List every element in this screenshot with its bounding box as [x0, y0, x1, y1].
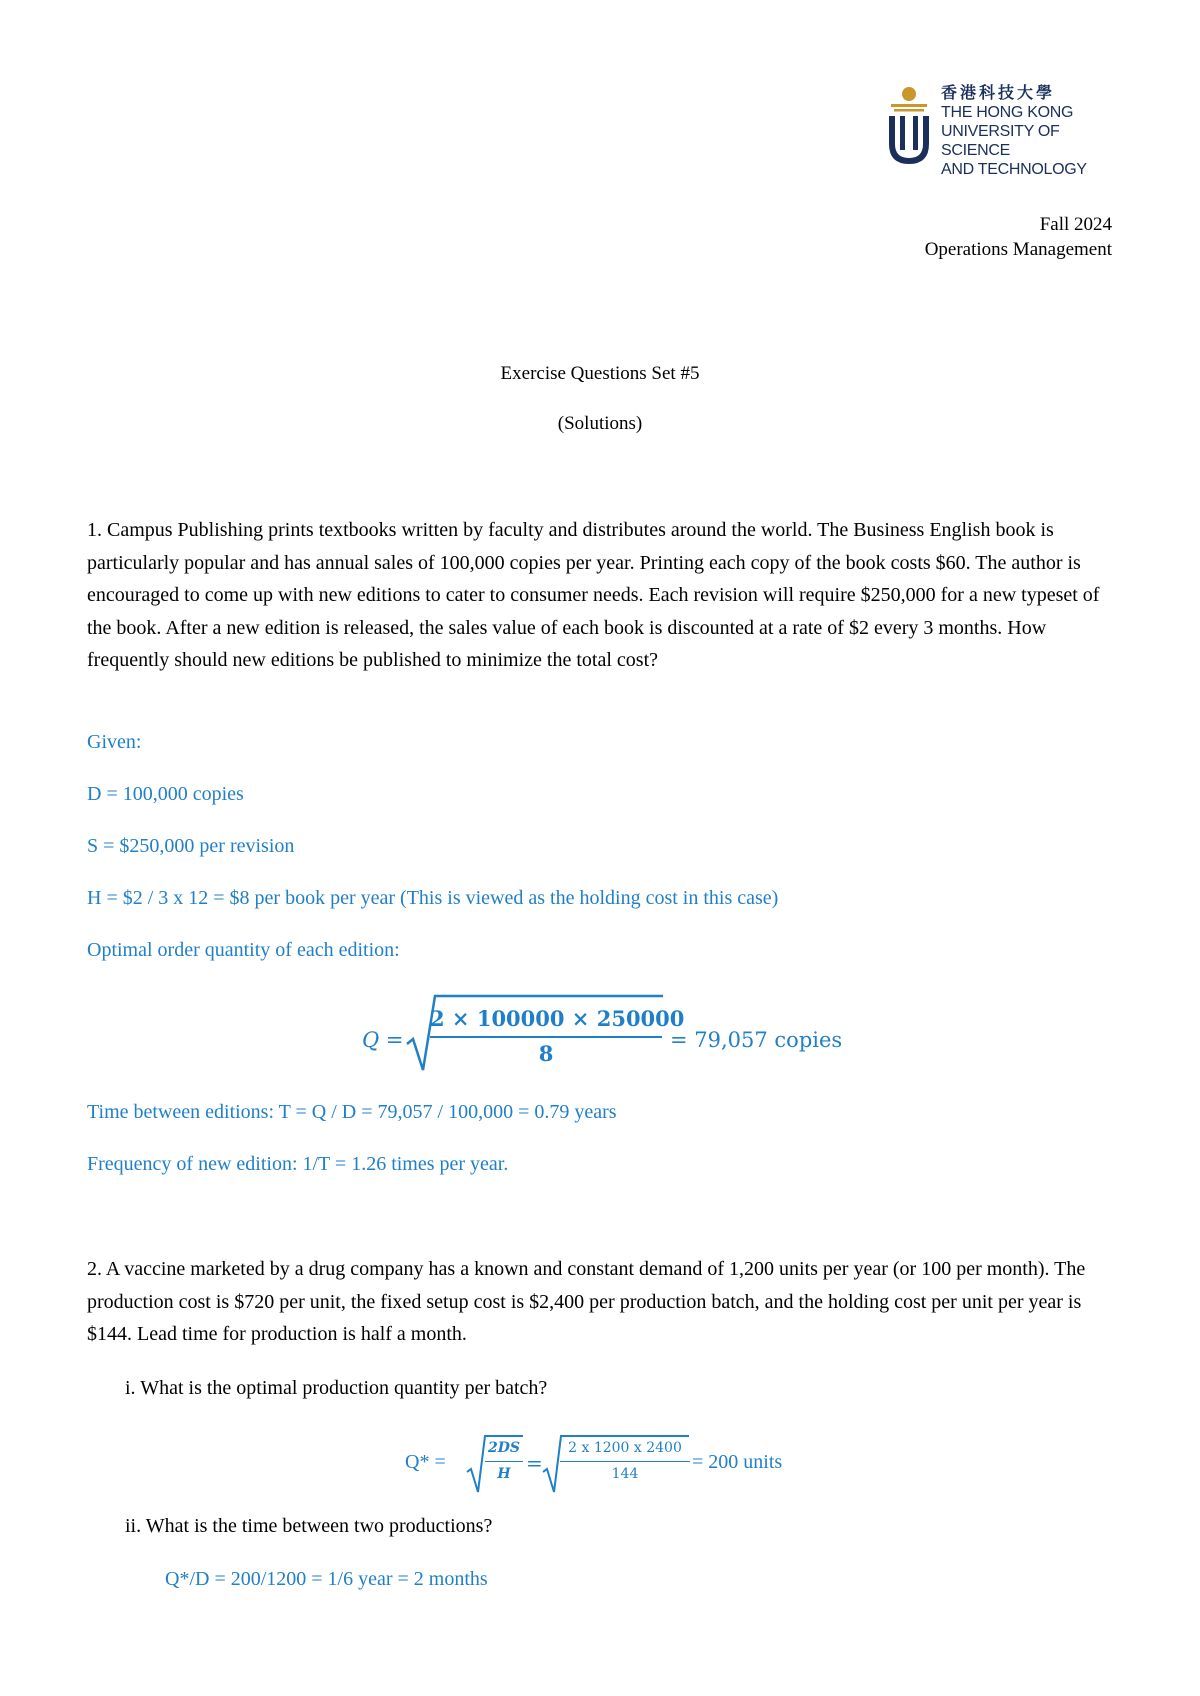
fraction-bar	[485, 1461, 523, 1462]
logo-line-2: UNIVERSITY OF SCIENCE	[941, 123, 1060, 159]
page-subtitle: (Solutions)	[557, 413, 643, 434]
term-label: Fall 2024	[1039, 214, 1112, 235]
edition-frequency: Frequency of new edition: 1/T = 1.26 times per year.	[87, 1153, 509, 1175]
formula-result: = 79,057 copies	[670, 1028, 843, 1052]
formula2-num2: 2 x 1200 x 2400	[568, 1440, 682, 1456]
course-name: Operations Management	[924, 239, 1112, 260]
subquestion-ii: ii. What is the time between two productions?	[125, 1515, 493, 1537]
formula2-equals: =	[526, 1451, 543, 1475]
formula2-num1: 2DS	[488, 1440, 520, 1456]
formula-denominator: 8	[538, 1041, 554, 1066]
hkust-emblem-icon	[885, 86, 933, 168]
given-setup-cost: S = $250,000 per revision	[87, 835, 295, 857]
fraction-bar	[560, 1461, 690, 1462]
logo-wordmark	[941, 83, 1125, 179]
optimal-quantity-label: Optimal order quantity of each edition:	[87, 939, 400, 961]
formula2-result: = 200 units	[692, 1451, 783, 1473]
formula2-lhs: Q* =	[405, 1451, 446, 1473]
time-between-editions: Time between editions: T = Q / D = 79,057 / 100,000 = 0.79 years	[87, 1101, 617, 1123]
logo-chinese-name: 香港科技大學	[941, 83, 1056, 102]
subquestion-ii-answer: Q*/D = 200/1200 = 1/6 year = 2 months	[165, 1568, 488, 1590]
page-title: Exercise Questions Set #5	[500, 363, 700, 384]
logo-line-1: THE HONG KONG	[941, 104, 1074, 121]
question-1-text: 1. Campus Publishing prints textbooks written by faculty and distributes around the world. The Business English book is particularly popular and has annual sales of 100,000 copies per year. Printing each copy of the book costs $60. The author is encouraged to come up with new editions to cater to consumer needs. Each revision will require $250,000 for a new typeset of the book. After a new edition is released, the sales value of each book is discounted at a rate of $2 every 3 months. How frequently should new editions be published to minimize the total cost?	[87, 519, 1100, 671]
given-demand: D = 100,000 copies	[87, 783, 244, 805]
university-logo	[885, 83, 1125, 178]
subquestion-i: i. What is the optimal production quantity per batch?	[125, 1377, 548, 1399]
course-header	[925, 212, 1112, 262]
formula-lhs: Q =	[362, 1028, 404, 1052]
given-holding-cost: H = $2 / 3 x 12 = $8 per book per year (This is viewed as the holding cost in this case)	[87, 887, 779, 909]
fraction-bar	[430, 1036, 662, 1038]
logo-line-3: AND TECHNOLOGY	[941, 161, 1087, 178]
formula2-den1: H	[497, 1466, 511, 1482]
formula-numerator: 2 × 100000 × 250000	[430, 1006, 685, 1031]
given-label: Given:	[87, 731, 142, 753]
question-2-text: 2. A vaccine marketed by a drug company has a known and constant demand of 1,200 units per year (or 100 per month). The production cost is $720 per unit, the fixed setup cost is $2,400 per production batch, and the holding cost per unit per year is $144. Lead time for production is half a month.	[87, 1258, 1086, 1345]
formula2-den2: 144	[611, 1466, 639, 1482]
